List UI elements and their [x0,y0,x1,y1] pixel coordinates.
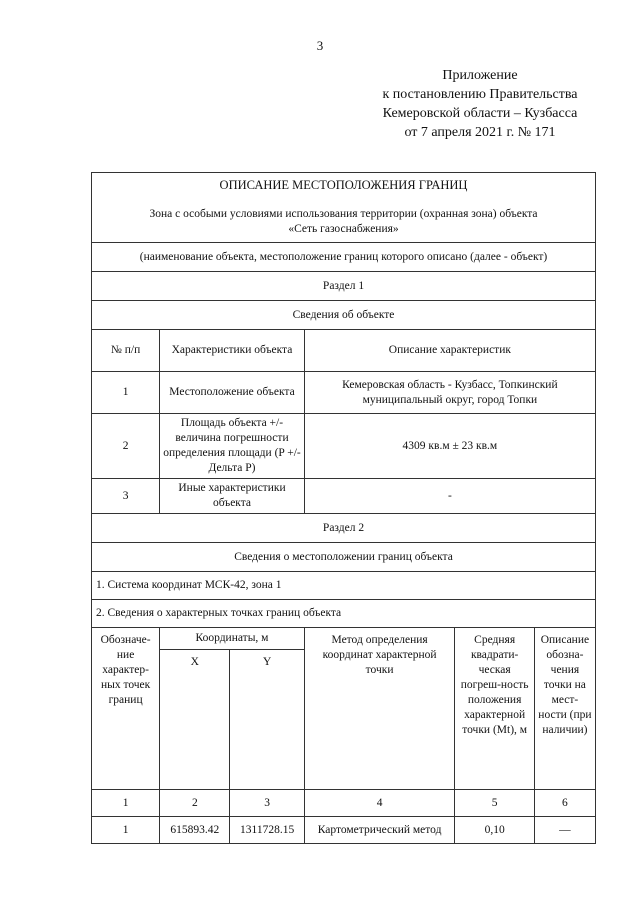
appendix-line-3: Кемеровской области – Кузбасса [382,106,578,121]
row1-description: Кемеровская область - Кузбасс, Топкинский муниципальный округ, город Топки [304,372,595,414]
row2-num: 2 [92,414,160,479]
appendix-line-4: от 7 апреля 2021 г. № 171 [404,125,556,140]
section2-heading: Сведения о местоположении границ объекта [92,543,596,572]
appendix-block [365,66,595,142]
row1-characteristic: Местоположение объекта [160,372,305,414]
doc-header-cell [92,173,596,243]
section1-label: Раздел 1 [92,272,596,301]
row2-characteristic: Площадь объекта +/- величина погрешности определения площади (P +/- Дельта P) [160,414,305,479]
row3-num: 3 [92,479,160,514]
col-number-5: 5 [455,790,534,817]
col-header-description: Описание характеристик [304,330,595,372]
point-method: Картометрический метод [304,817,455,844]
point-accuracy: 0,10 [455,817,534,844]
col-number-6: 6 [534,790,595,817]
row1-num: 1 [92,372,160,414]
col-header-point-description: Описание обозна-чения точки на мест-ности (при наличии) [534,628,595,790]
col-header-characteristics: Характеристики объекта [160,330,305,372]
col-header-accuracy: Средняя квадрати-ческая погреш-ность положения характерной точки (Mt), м [455,628,534,790]
col-header-coords: Координаты, м [160,628,305,650]
object-note: (наименование объекта, местоположение границ которого описано (далее - объект) [92,243,596,272]
row3-description: - [304,479,595,514]
col-header-num: № п/п [92,330,160,372]
appendix-line-2: к постановлению Правительства [382,87,578,102]
col-header-point: Обозначе-ние характер-ных точек границ [92,628,160,790]
points-heading: 2. Сведения о характерных точках границ объекта [92,600,596,628]
col-number-4: 4 [304,790,455,817]
point-label: 1 [92,817,160,844]
col-header-y: Y [230,650,304,790]
col-header-x: X [160,650,230,790]
coord-system: 1. Система координат МСК-42, зона 1 [92,572,596,600]
doc-title: ОПИСАНИЕ МЕСТОПОЛОЖЕНИЯ ГРАНИЦ [219,178,468,192]
point-description: — [534,817,595,844]
row2-description: 4309 кв.м ± 23 кв.м [304,414,595,479]
section2-label: Раздел 2 [92,514,596,543]
zone-line-2: «Сеть газоснабжения» [288,223,399,235]
section1-heading: Сведения об объекте [92,301,596,330]
point-x: 615893.42 [160,817,230,844]
col-number-1: 1 [92,790,160,817]
table-row [92,817,596,844]
col-header-method: Метод определения координат характерной точки [304,628,455,790]
boundary-description-table [91,172,596,844]
page-number: 3 [316,38,324,53]
row3-characteristic: Иные характеристики объекта [160,479,305,514]
point-y: 1311728.15 [230,817,304,844]
zone-line-1: Зона с особыми условиями использования территории (охранная зона) объекта [149,208,538,220]
col-number-3: 3 [230,790,304,817]
col-number-2: 2 [160,790,230,817]
appendix-line-1: Приложение [442,68,518,83]
